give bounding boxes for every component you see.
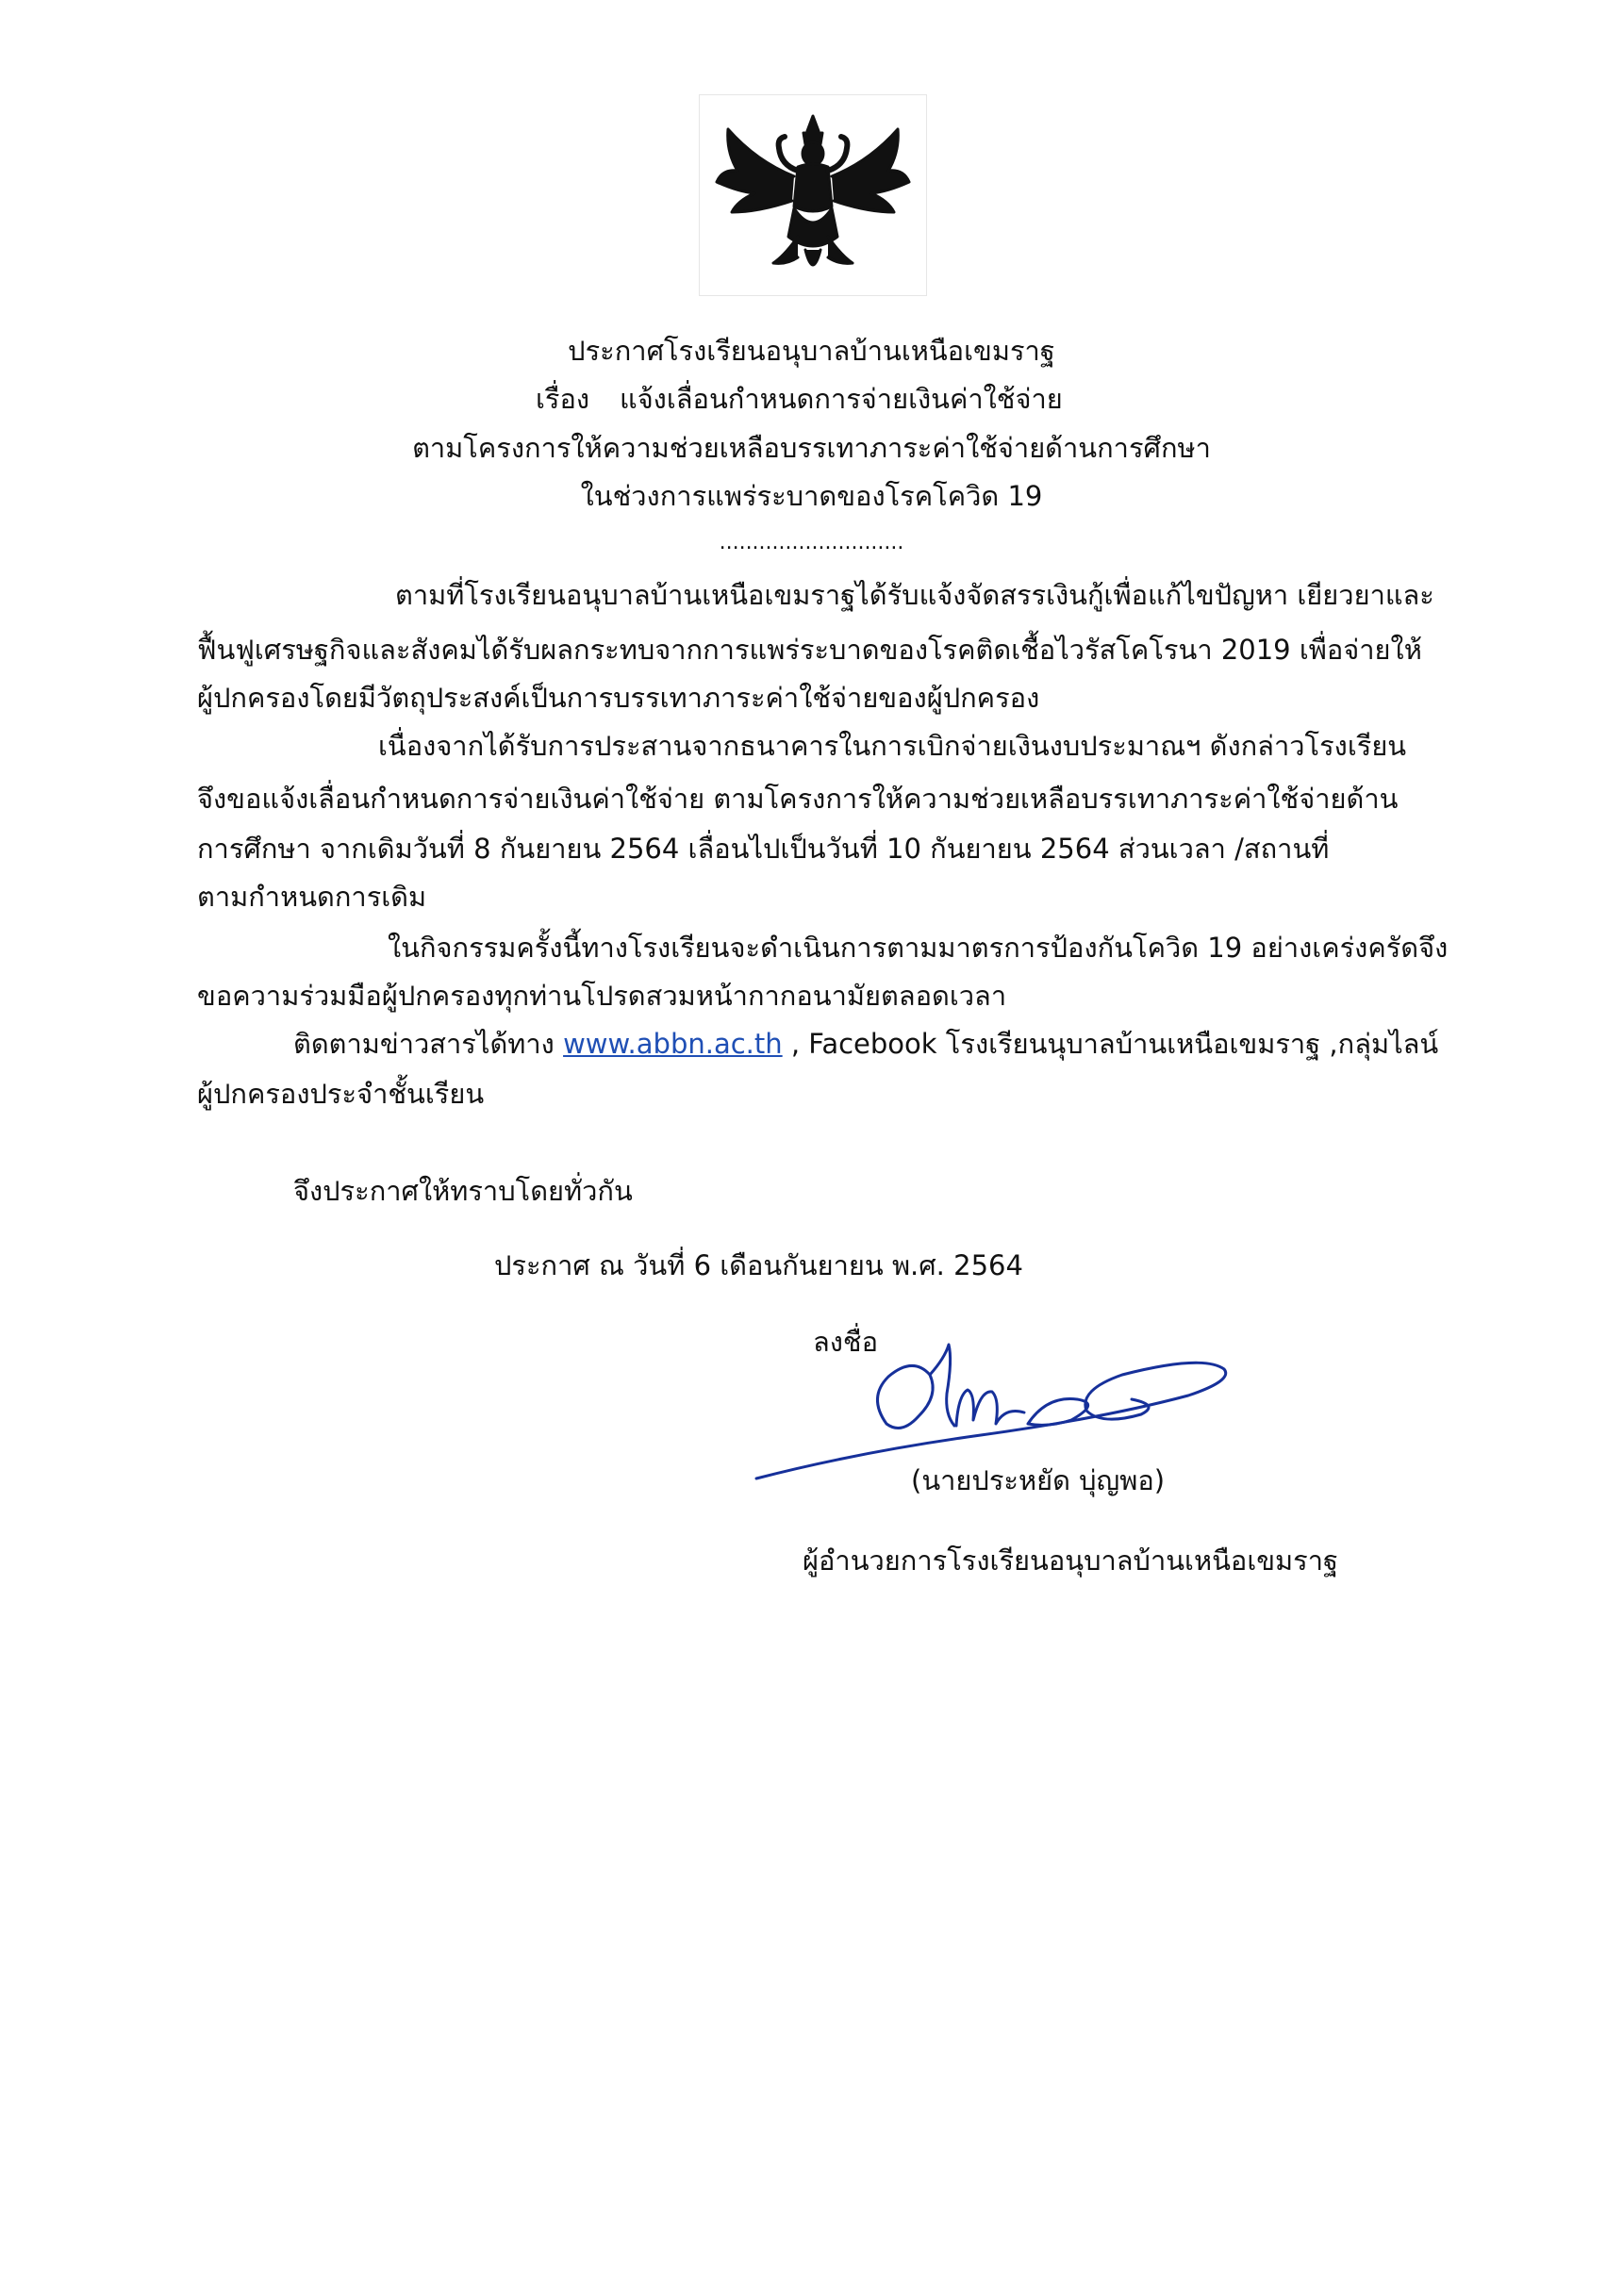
subject-line-2: ตามโครงการให้ความช่วยเหลือบรรเทาภาระค่าใช้จ่ายด้านการศึกษา	[412, 432, 1211, 464]
paragraph-2-line-4: ตามกำหนดการเดิม	[197, 881, 427, 913]
announcement-title: ประกาศโรงเรียนอนุบาลบ้านเหนือเขมราฐ	[568, 335, 1055, 367]
signature-label: ลงชื่อ	[813, 1326, 879, 1358]
paragraph-3-line-2: ขอความร่วมมือผู้ปกครองทุกท่านโปรดสวมหน้ากากอนามัยตลอดเวลา	[197, 980, 1007, 1012]
paragraph-1-line-1: ตามที่โรงเรียนอนุบาลบ้านเหนือเขมราฐได้รับแจ้งจัดสรรเงินกู้เพื่อแก้ไขปัญหา เยียวยาและ	[395, 579, 1434, 611]
subject-label: เรื่อง	[536, 383, 590, 415]
paragraph-4-line-1	[293, 1025, 1438, 1063]
signer-title: ผู้อำนวยการโรงเรียนอนุบาลบ้านเหนือเขมราฐ	[803, 1544, 1339, 1577]
paragraph-3-line-1: ในกิจกรรมครั้งนี้ทางโรงเรียนจะดำเนินการตามมาตรการป้องกันโควิด 19 อย่างเคร่งครัดจึง	[388, 932, 1449, 964]
announcement-date: ประกาศ ณ วันที่ 6 เดือนกันยายน พ.ศ. 2564	[494, 1249, 1023, 1281]
title-separator: ............................	[719, 531, 904, 554]
paragraph-2-line-3: การศึกษา จากเดิมวันที่ 8 กันยายน 2564 เลื่อนไปเป็นวันที่ 10 กันยายน 2564 ส่วนเวลา /สถานที่	[197, 833, 1330, 865]
school-website-link[interactable]: www.abbn.ac.th	[563, 1028, 783, 1060]
follow-news-text: ติดตามข่าวสารได้ทาง	[293, 1028, 564, 1060]
signer-name: (นายประหยัด บุ่ญพอ)	[911, 1464, 1166, 1496]
paragraph-2-line-2: จึงขอแจ้งเลื่อนกำหนดการจ่ายเงินค่าใช้จ่าย ตามโครงการให้ความช่วยเหลือบรรเทาภาระค่าใช้จ่ายด้าน	[197, 783, 1399, 815]
paragraph-2-line-1: เนื่องจากได้รับการประสานจากธนาคารในการเบิกจ่ายเงินงบประมาณฯ ดังกล่าวโรงเรียน	[378, 730, 1407, 762]
closing-announcement: จึงประกาศให้ทราบโดยทั่วกัน	[293, 1175, 633, 1207]
subject-line-1: แจ้งเลื่อนกำหนดการจ่ายเงินค่าใช้จ่าย	[620, 383, 1063, 415]
paragraph-1-line-3: ผู้ปกครองโดยมีวัตถุประสงค์เป็นการบรรเทาภาระค่าใช้จ่ายของผู้ปกครอง	[197, 682, 1040, 714]
paragraph-4-line-2: ผู้ปกครองประจำชั้นเรียน	[197, 1078, 485, 1110]
paragraph-1-line-2: ฟื้นฟูเศรษฐกิจและสังคมได้รับผลกระทบจากการแพร่ระบาดของโรคติดเชื้อไวรัสโคโรนา 2019 เพื่อจ่ายให้	[197, 634, 1422, 666]
subject-line-3: ในช่วงการแพร่ระบาดของโรคโควิด 19	[580, 480, 1043, 512]
garuda-emblem-icon	[699, 94, 927, 296]
facebook-line-text: , Facebook โรงเรียนนุบาลบ้านเหนือเขมราฐ ,กลุ่มไลน์	[782, 1028, 1439, 1060]
